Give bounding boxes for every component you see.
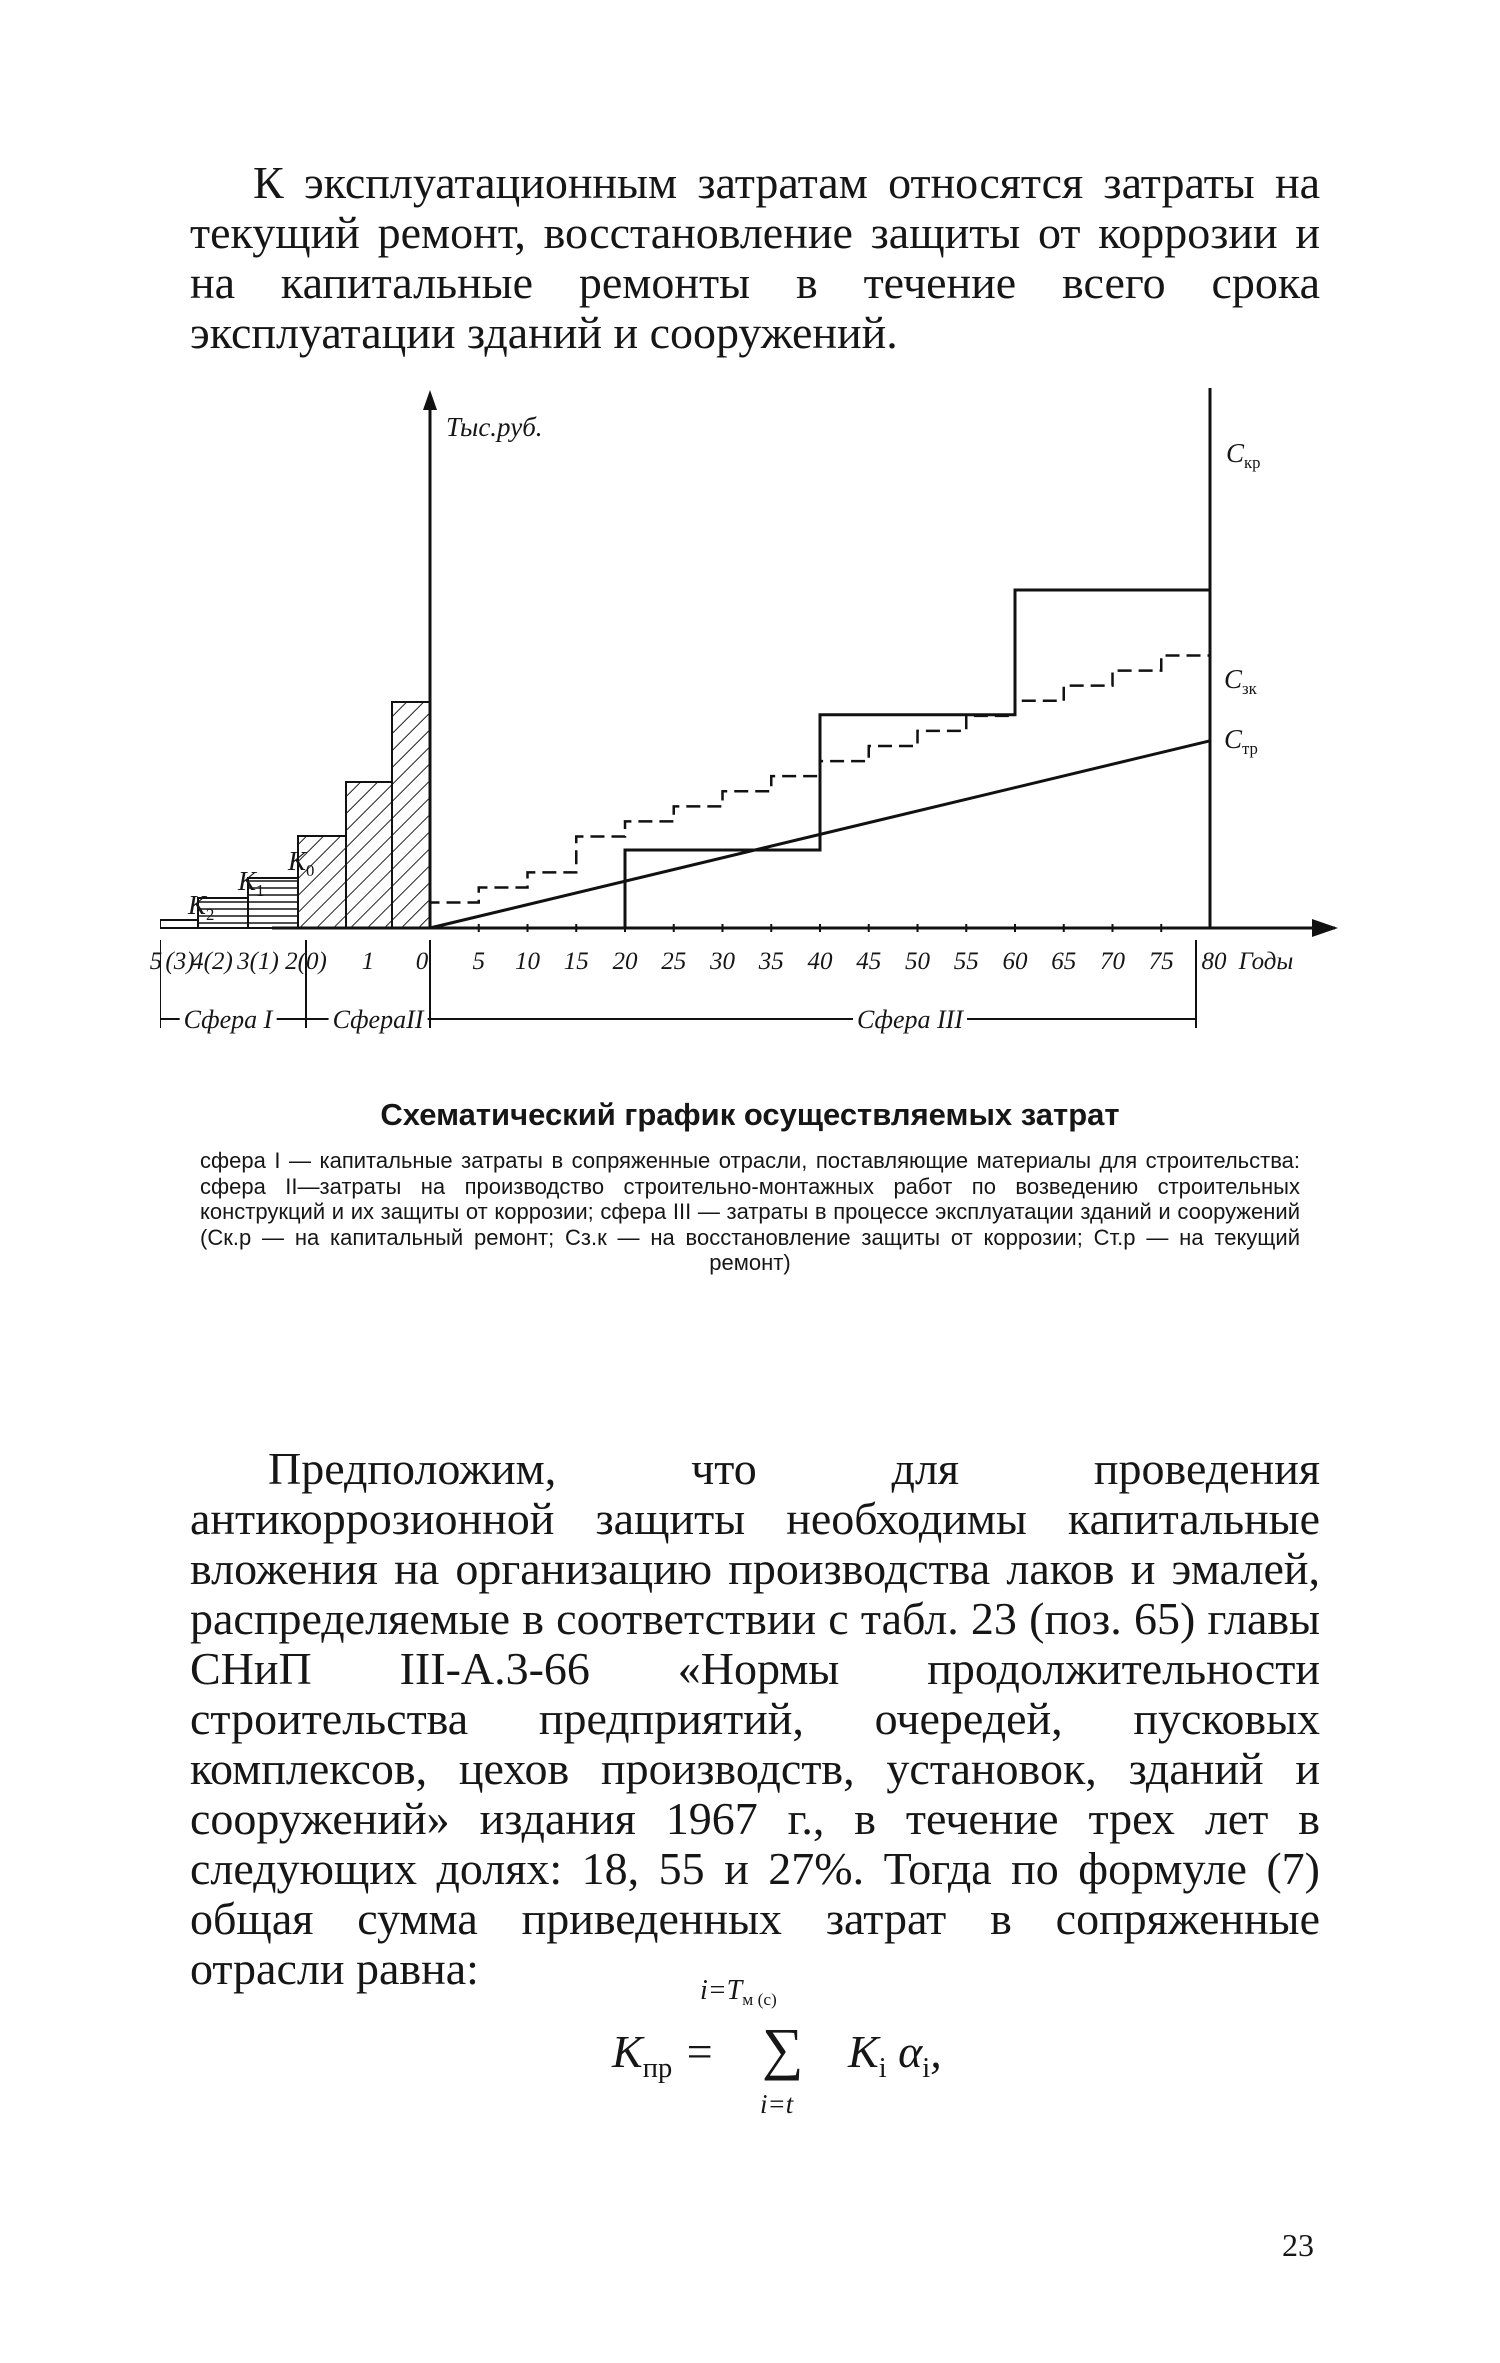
x-tick-label: 15: [563, 948, 589, 975]
x-tick-label: 70: [1100, 948, 1125, 975]
x-tick-label: 25: [661, 948, 687, 975]
series-ckr-staircase: [625, 590, 1210, 928]
series-label-ctr: $C_{тр}$: [1224, 724, 1258, 758]
bar-label-k1: $K_1$: [238, 866, 265, 900]
x-tick-label: 30: [710, 948, 735, 975]
intro-paragraph: К эксплуатационным затратам относятся затраты на текущий ремонт, восстановление защиты от коррозии и на капитальные ремонты в течение всего срока эксплуатации зданий и сооружений.: [190, 157, 1320, 358]
formula-upper-limit: $i=T_{м (с)}$: [700, 1975, 777, 2010]
formula-sum-sign: ∑: [762, 2016, 804, 2081]
bar-label-k0: $K_0$: [288, 846, 315, 880]
x-tick-label: 0: [415, 948, 429, 975]
x-tick-label: 4(2): [191, 948, 233, 975]
x-tick-label: 65: [1051, 948, 1077, 975]
bar-sphere2-2: [346, 782, 392, 928]
x-tick-label: 45: [856, 948, 882, 975]
formula: [612, 1975, 972, 2125]
x-tick-label: 75: [1148, 948, 1174, 975]
y-axis-label: Тыс.руб.: [446, 412, 543, 442]
bar-sphere2-3: [392, 702, 430, 928]
x-tick-label: 1: [361, 948, 375, 975]
x-tick-label: 5: [472, 948, 485, 975]
formula-term: $K_i$ $\alpha_i$,: [848, 2026, 942, 2084]
sphere-3-label: Сфера III: [853, 1005, 967, 1035]
figure-caption-title: Схематический график осуществляемых затрат: [380, 1097, 1120, 1132]
cost-chart: [149, 388, 1340, 1068]
x-tick-label: 60: [1002, 948, 1028, 975]
x-tick-label: 35: [758, 948, 784, 975]
x-tick-label: 10: [515, 948, 540, 975]
series-label-czk: $C_{зк}$: [1224, 664, 1257, 698]
page-number: 23: [1282, 2227, 1314, 2263]
x-axis-unit-label: Годы: [1238, 948, 1294, 975]
formula-lhs: $K_{пр}$ =: [612, 2026, 715, 2084]
sphere-2-label: СфераII: [329, 1005, 428, 1035]
x-tick-label: (3): [165, 948, 195, 975]
x-tick-label: 40: [807, 948, 833, 975]
x-tick-label: 20: [612, 948, 638, 975]
x-tick-label: 80: [1201, 948, 1227, 975]
series-label-ckr: $C_{кр}$: [1226, 438, 1261, 472]
body-paragraph: Предположим, что для проведения антикоррозионной защиты необходимы капитальные вложения на организацию производства лаков и эмалей, распределяемые в соответствии с табл. 23 (поз. 65) главы СНиП III-А.3-66 «Нормы продолжительности строительства предприятий, очередей, пусковых комплексов, цехов производств, установок, зданий и сооружений» издания 1967 г., в течение трех лет в следующих долях: 18, 55 и 27%. Тогда по формуле (7) общая сумма приведенных затрат в сопряженные отрасли равна:: [190, 1443, 1320, 1994]
x-axis-arrow: [1312, 919, 1338, 937]
bar-label-k2: $K_2$: [188, 890, 215, 924]
figure-caption-text: сфера I — капитальные затраты в сопряженные отрасли, поставляющие материалы для строительства: сфера II—затраты на производство строительно-монтажных работ по возведению строительных конструкций и их защиты от коррозии; сфера III — затраты в процессе эксплуатации зданий и сооружений (Cк.р — на капитальный ремонт; Cз.к — на восстановление защиты от коррозии; Cт.р — на текущий ремонт): [200, 1148, 1300, 1275]
sphere-1-label: Сфера I: [180, 1005, 277, 1035]
x-tick-label: 2(0): [285, 948, 327, 975]
x-tick-label: 55: [953, 948, 979, 975]
y-axis-arrow: [423, 390, 437, 410]
x-tick-label: 3(1): [237, 948, 279, 975]
formula-lower-limit: i=t: [760, 2089, 794, 2119]
x-tick-label: 50: [905, 948, 930, 975]
x-tick-label: 5: [149, 948, 163, 975]
